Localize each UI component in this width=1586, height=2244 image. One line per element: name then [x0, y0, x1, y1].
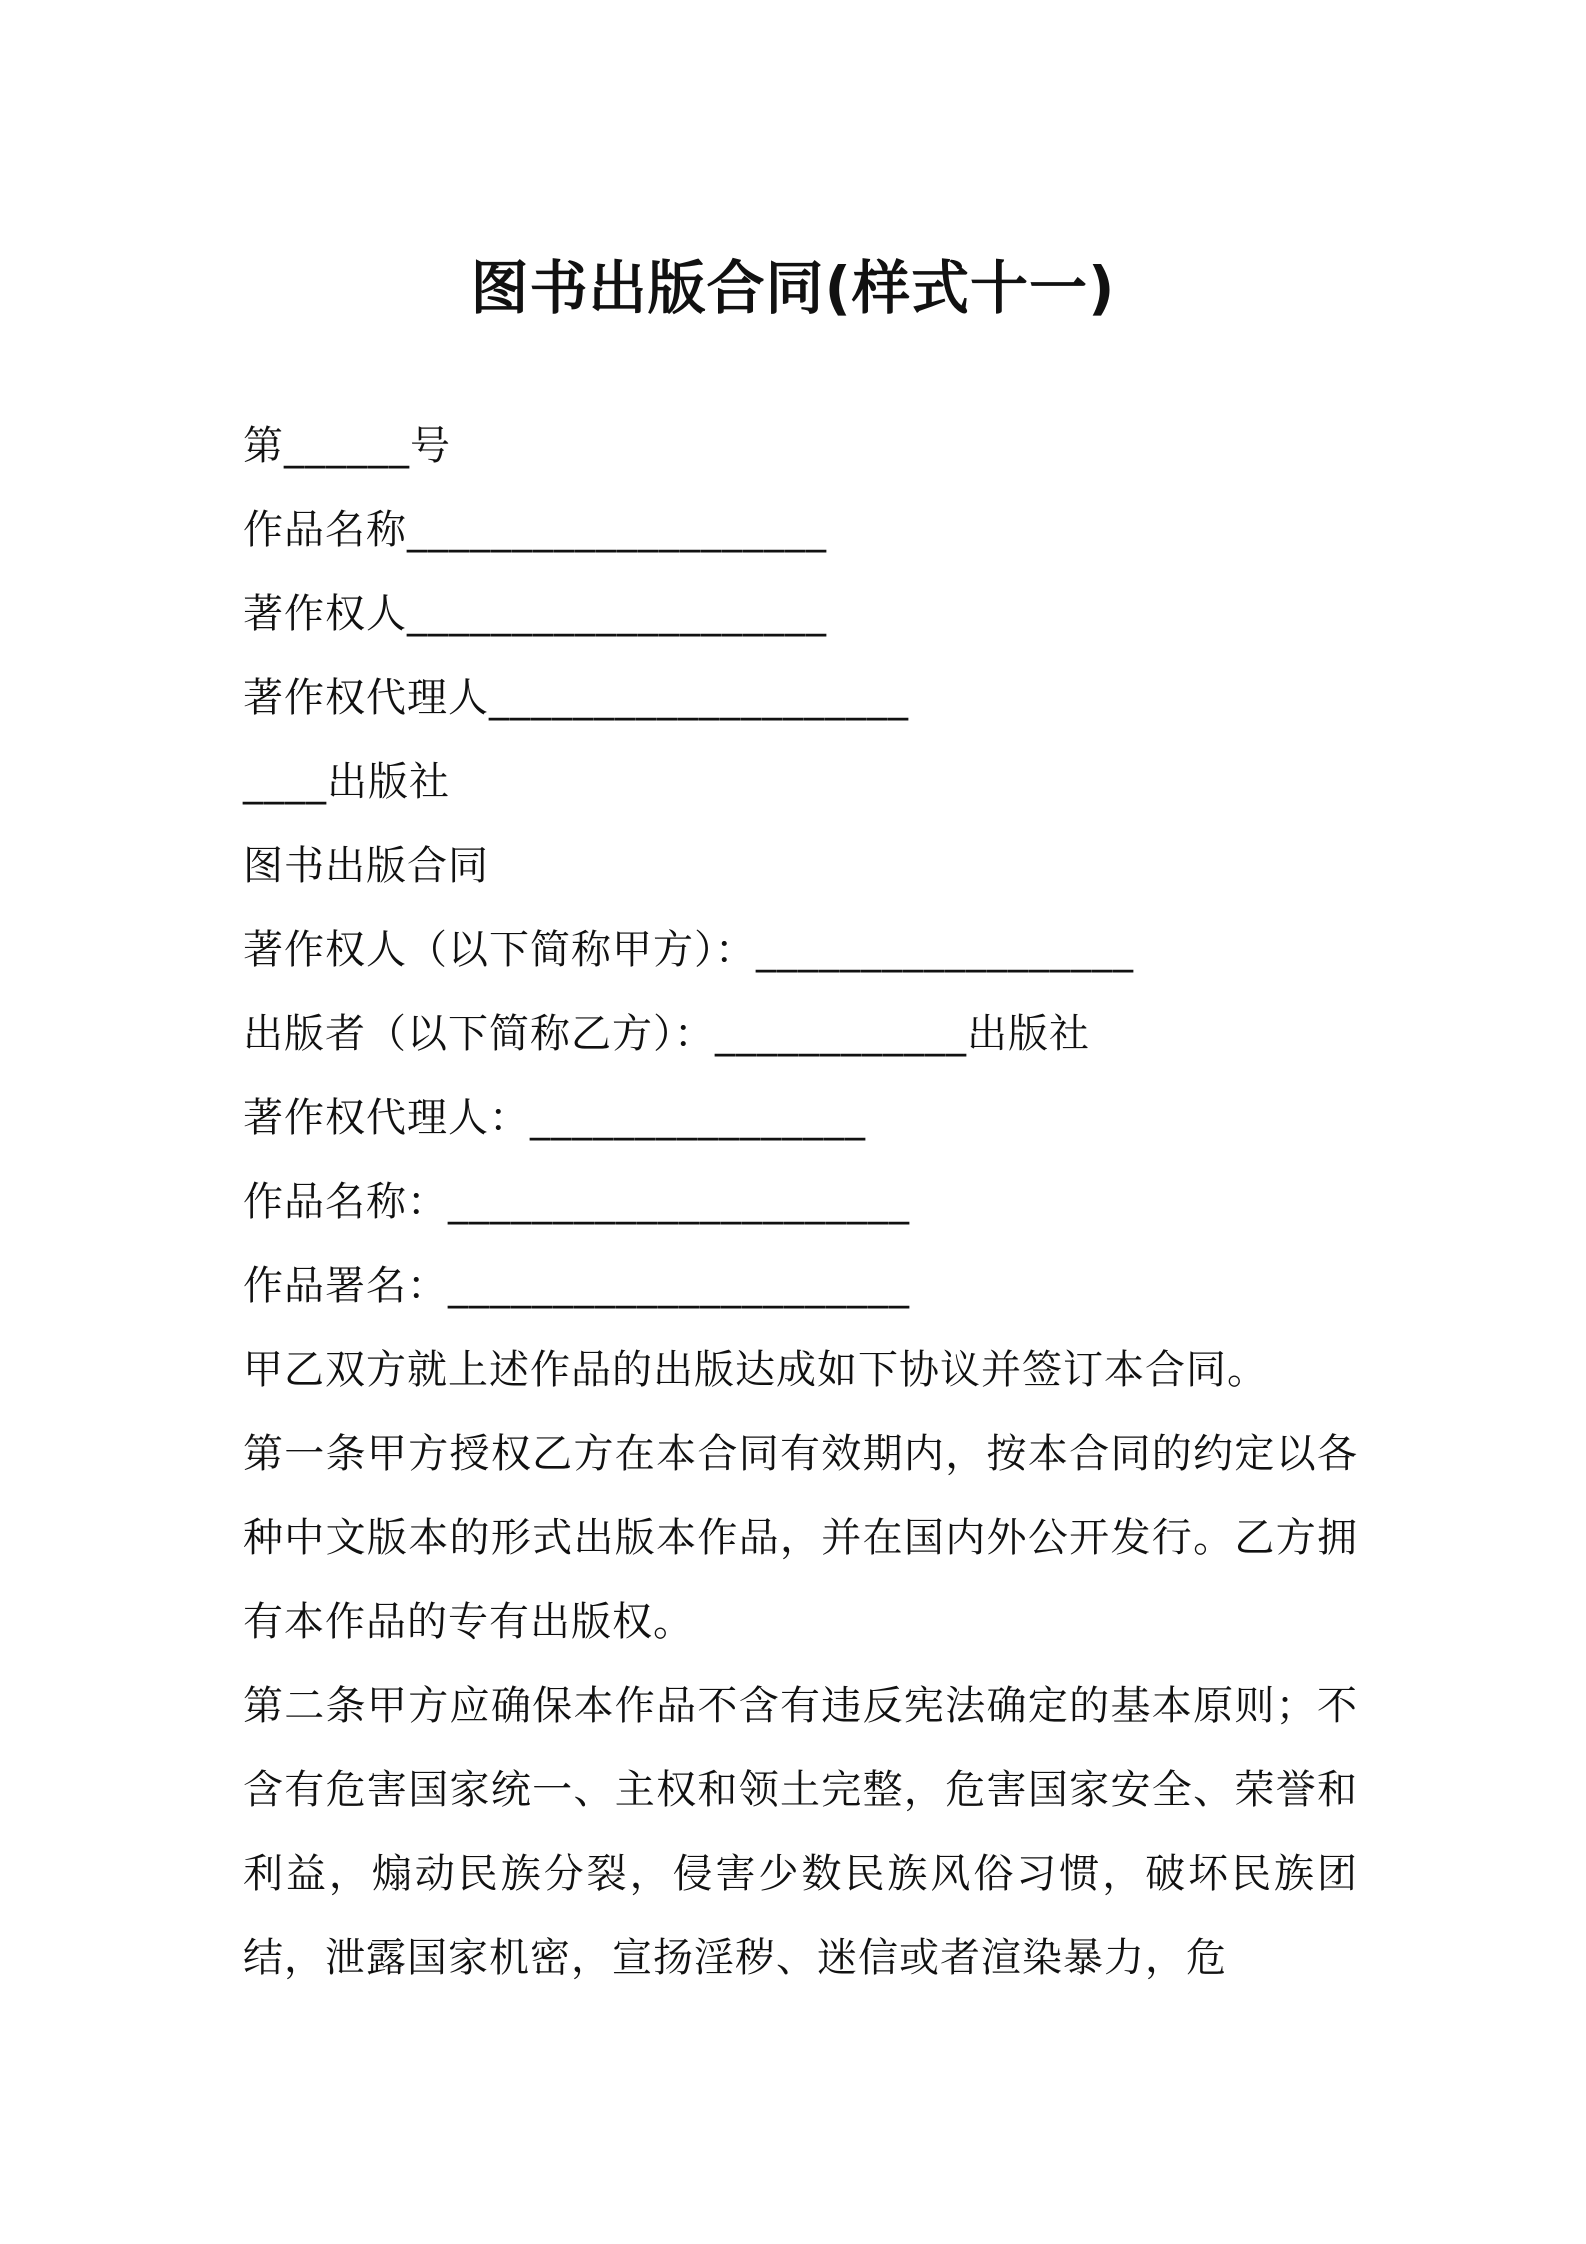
contract-number-line: 第______号 [243, 423, 451, 469]
document-title: 图书出版合同(样式十一) [470, 254, 1116, 322]
party-a-line: 著作权人（以下简称甲方）：__________________ [243, 927, 1134, 973]
copyright-agent-line: 著作权代理人____________________ [243, 675, 909, 721]
publisher-line: ____出版社 [243, 759, 450, 805]
article-2-paragraph: 第二条甲方应确保本作品不含有违反宪法确定的基本原则；不含有危害国家统一、主权和领土完整，危害国家安全、荣誉和利益，煽动民族分裂，侵害少数民族风俗习惯，破坏民族团结，泄露国家机密，宣扬淫秽、迷信或者渲染暴力，危 [243, 1683, 1358, 1981]
work-title-line: 作品名称____________________ [243, 507, 827, 553]
article-1-paragraph: 第一条甲方授权乙方在本合同有效期内，按本合同的约定以各种中文版本的形式出版本作品，并在国内外公开发行。乙方拥有本作品的专有出版权。 [243, 1431, 1358, 1645]
party-b-line: 出版者（以下简称乙方）：____________出版社 [243, 1011, 1090, 1057]
contract-subtitle: 图书出版合同 [243, 843, 489, 889]
agent-line: 著作权代理人：________________ [243, 1095, 866, 1141]
copyright-owner-line: 著作权人____________________ [243, 591, 827, 637]
document-body [243, 404, 1358, 2000]
work-name-line: 作品名称：______________________ [243, 1179, 910, 1225]
agreement-statement: 甲乙双方就上述作品的出版达成如下协议并签订本合同。 [243, 1347, 1268, 1393]
work-signature-line: 作品署名：______________________ [243, 1263, 910, 1309]
